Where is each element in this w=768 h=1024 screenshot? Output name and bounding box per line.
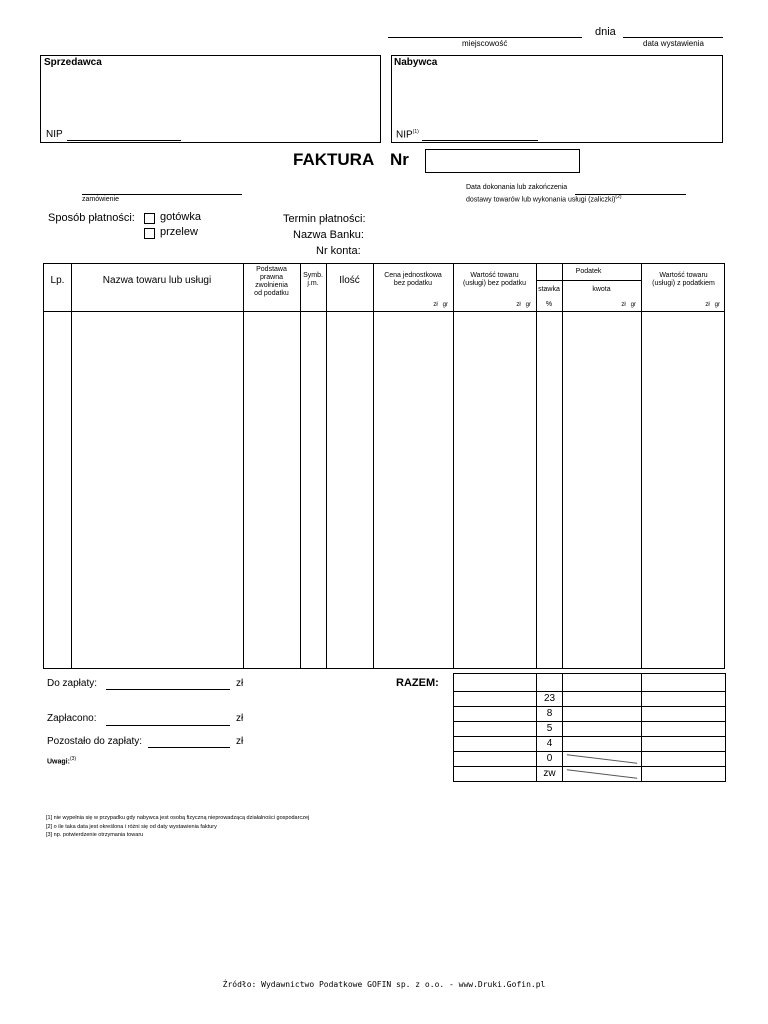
vat-summary-cell[interactable] <box>562 706 642 722</box>
vat-rate-label: 8 <box>546 708 553 719</box>
data-wystawienia-line[interactable] <box>623 37 723 38</box>
vat-summary-cell[interactable] <box>453 706 537 722</box>
col-divider <box>562 264 563 668</box>
bank-name-label: Nazwa Banku: <box>293 229 364 241</box>
vat-summary-cell[interactable] <box>453 691 537 707</box>
col-basis-header <box>243 266 300 298</box>
payment-term-label: Termin płatności: <box>283 213 366 225</box>
seller-nip-line[interactable] <box>67 140 181 141</box>
rate-unit: % <box>545 301 553 308</box>
col-divider <box>243 264 244 668</box>
data-wystawienia-caption: data wystawienia <box>643 39 704 48</box>
col-tax-header: Podatek <box>575 268 602 275</box>
vat-summary-cell[interactable] <box>562 766 642 782</box>
vat-rate-cell[interactable] <box>536 766 563 782</box>
vat-summary-grid[interactable] <box>453 673 725 780</box>
vat-summary-cell[interactable] <box>641 751 726 767</box>
price-unit: zł gr <box>433 302 448 308</box>
faktura-title: FAKTURA <box>293 150 375 169</box>
do-zaplaty-line[interactable] <box>106 689 230 690</box>
pozostalo-currency: zł <box>236 736 244 747</box>
transfer-label: przelew <box>160 226 198 238</box>
nr-label: Nr <box>390 150 409 169</box>
buyer-nip-label <box>396 129 419 140</box>
vat-summary-cell[interactable] <box>562 751 642 767</box>
buyer-title: Nabywca <box>394 57 438 68</box>
cash-label: gotówka <box>160 211 201 223</box>
zaplacono-line[interactable] <box>106 725 230 726</box>
vat-rate-label: 0 <box>546 753 553 764</box>
footnote-2: [2] o ile taka data jest określona i różni się od daty wystawienia faktury <box>46 824 217 830</box>
col-rate-header: stawka <box>538 286 560 293</box>
value-gross-line: (usługi) z podatkiem <box>652 280 715 288</box>
pozostalo-label: Pozostało do zapłaty: <box>47 736 143 747</box>
vat-rate-cell[interactable] <box>536 706 563 722</box>
vat-summary-cell[interactable] <box>453 673 537 692</box>
vat-rate-label: 23 <box>543 693 556 704</box>
col-symb-header <box>300 272 326 288</box>
symb-line: Symb. <box>303 272 323 279</box>
pozostalo-line[interactable] <box>148 747 230 748</box>
vat-summary-cell[interactable] <box>641 706 726 722</box>
basis-line: prawna <box>260 274 283 282</box>
col-amount-header: kwota <box>592 286 611 293</box>
vat-summary-cell[interactable] <box>453 766 537 782</box>
uwagi-label <box>47 756 76 765</box>
buyer-box[interactable] <box>391 55 723 143</box>
razem-label: RAZEM: <box>396 677 439 689</box>
col-divider <box>453 264 454 668</box>
vat-rate-cell[interactable] <box>536 673 563 692</box>
vat-summary-cell[interactable] <box>562 721 642 737</box>
miejscowosc-caption: miejscowość <box>462 39 508 48</box>
symb-line: j.m. <box>307 280 319 288</box>
account-number-label: Nr konta: <box>316 245 361 257</box>
seller-title: Sprzedawca <box>44 57 102 68</box>
col-value-gross-header <box>641 272 726 288</box>
data-dokonania-text: dostawy towarów lub wykonania usługi (zaliczki) <box>466 196 616 204</box>
items-table[interactable] <box>43 263 725 669</box>
vat-summary-cell[interactable] <box>641 673 726 692</box>
data-dokonania-label-1: Data dokonania lub zakończenia <box>466 184 568 191</box>
amount-unit: zł gr <box>621 302 636 308</box>
header-divider <box>44 311 724 312</box>
vat-summary-cell[interactable] <box>562 673 642 692</box>
vat-summary-cell[interactable] <box>562 736 642 752</box>
transfer-checkbox[interactable] <box>144 228 155 239</box>
vat-rate-cell[interactable] <box>536 691 563 707</box>
uwagi-text: Uwagi: <box>47 758 70 766</box>
buyer-nip-text: NIP <box>396 129 413 141</box>
vat-summary-cell[interactable] <box>641 766 726 782</box>
data-dokonania-label-2 <box>466 194 622 203</box>
vat-summary-cell[interactable] <box>453 721 537 737</box>
data-dokonania-footnote: (2) <box>615 194 622 200</box>
col-divider <box>641 264 642 668</box>
vat-summary-cell[interactable] <box>641 721 726 737</box>
vat-summary-cell[interactable] <box>641 691 726 707</box>
footnote-3: [3] np. potwierdzenie otrzymania towaru <box>46 832 144 838</box>
footnote-1: [1] nie wypełnia się w przypadku gdy nabywca jest osobą fizyczną nieprowadzącą działalności gospodarczej <box>46 815 310 821</box>
seller-box[interactable] <box>40 55 381 143</box>
invoice-number-field[interactable] <box>425 149 580 173</box>
vat-summary-cell[interactable] <box>453 736 537 752</box>
basis-line: od podatku <box>254 290 289 298</box>
price-line: bez podatku <box>393 280 433 288</box>
dnia-label: dnia <box>595 26 616 38</box>
col-divider <box>326 264 327 668</box>
uwagi-footnote: (3) <box>69 756 77 762</box>
not-applicable-strike <box>563 752 641 766</box>
vat-rate-cell[interactable] <box>536 736 563 752</box>
value-gross-unit: zł gr <box>705 302 720 308</box>
value-net-line: Wartość towaru <box>470 272 519 279</box>
do-zaplaty-label: Do zapłaty: <box>47 678 98 689</box>
payment-method-label: Sposób płatności: <box>48 212 135 224</box>
source-line: Źródło: Wydawnictwo Podatkowe GOFIN sp. z o.o. - www.Druki.Gofin.pl <box>222 980 546 989</box>
zaplacono-currency: zł <box>236 713 244 724</box>
col-price-header <box>373 272 453 288</box>
col-divider <box>373 264 374 668</box>
col-value-net-header <box>453 272 536 288</box>
vat-summary-cell[interactable] <box>453 751 537 767</box>
col-divider <box>300 264 301 668</box>
col-lp-header: Lp. <box>50 275 65 286</box>
seller-nip-label: NIP <box>46 129 63 140</box>
col-divider <box>536 264 537 668</box>
miejscowosc-line[interactable] <box>388 37 582 38</box>
vat-summary-cell[interactable] <box>641 736 726 752</box>
do-zaplaty-currency: zł <box>236 678 244 689</box>
tax-subdivider <box>536 280 641 281</box>
zaplacono-label: Zapłacono: <box>47 713 97 724</box>
zamowienie-line[interactable] <box>82 194 242 195</box>
not-applicable-strike <box>563 767 641 781</box>
vat-rate-label: 4 <box>546 738 553 749</box>
vat-rate-cell[interactable] <box>536 721 563 737</box>
zamowienie-caption: zamówienie <box>82 196 119 203</box>
buyer-nip-line[interactable] <box>422 140 538 141</box>
price-line: Cena jednostkowa <box>384 272 442 279</box>
vat-rate-label: 5 <box>546 723 553 734</box>
vat-rate-label: zw <box>543 768 556 779</box>
col-divider <box>71 264 72 668</box>
data-dokonania-line[interactable] <box>575 194 686 195</box>
vat-rate-cell[interactable] <box>536 751 563 767</box>
value-gross-line: Wartość towaru <box>659 272 708 279</box>
basis-line: Podstawa <box>256 266 287 273</box>
vat-summary-cell[interactable] <box>562 691 642 707</box>
value-net-line: (usługi) bez podatku <box>462 280 527 288</box>
value-net-unit: zł gr <box>516 302 531 308</box>
basis-line: zwolnienia <box>255 282 288 290</box>
buyer-nip-footnote: (1) <box>412 129 419 135</box>
col-name-header: Nazwa towaru lub usługi <box>102 275 212 286</box>
col-qty-header: Ilość <box>339 275 360 286</box>
cash-checkbox[interactable] <box>144 213 155 224</box>
